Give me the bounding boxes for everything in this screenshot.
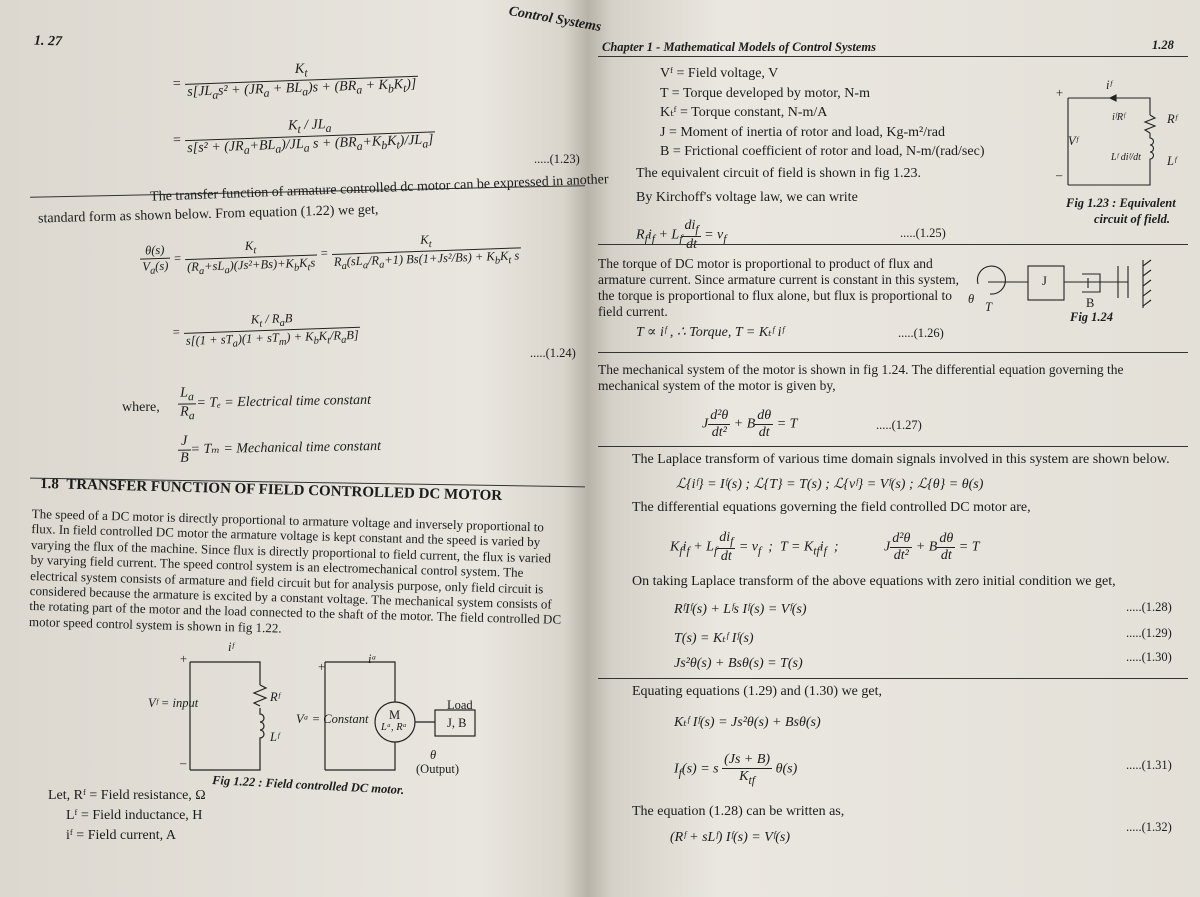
def-ktf: Kₜᶠ = Torque constant, N-m/A (660, 105, 828, 120)
eq-number-1-24: .....(1.24) (530, 346, 576, 360)
equation-armature-1: = $K_t$ $s[JL_as^2 + (JR_a + BL_a)s + (BR_a + K_bK_t)]$ (171, 58, 418, 103)
right-page-number: 1.28 (1152, 38, 1174, 52)
wire (325, 662, 395, 702)
mechanical-time-constant: $\frac{J}{B}$ = Tₘ = Mechanical time constant (178, 430, 382, 467)
chapter-header: Chapter 1 - Mathematical Models of Control Systems (602, 40, 876, 54)
on-taking-text: On taking Laplace transform of the above equations with zero initial condition we get, (632, 574, 1116, 589)
section-heading (40, 476, 502, 505)
fig124-t: T (985, 300, 992, 314)
equating-text: Equating equations (1.29) and (1.30) we get, (632, 684, 882, 699)
fig122-load-label: Load (447, 698, 473, 712)
damper-symbol (1082, 274, 1100, 292)
fig122-vf-input: Vᶠ = input (148, 696, 199, 710)
laplace-transforms: ℒ{iᶠ} = Iᶠ(s) ; ℒ{T} = T(s) ; ℒ{vᶠ} = Vᶠ(s) ; ℒ{θ} = θ(s) (676, 477, 984, 492)
def-j: J = Moment of inertia of rotor and load, Kg-m²/rad (660, 124, 946, 140)
equation-1-29: T(s) = Kₜᶠ Iᶠ(s) (674, 631, 754, 646)
fig122-theta: θ (430, 748, 437, 762)
def-vf: Vᶠ = Field voltage, V (660, 66, 779, 81)
fig-1-22-caption: Fig 1.22 : Field controlled DC motor. (211, 772, 405, 798)
eq-number-1-30: .....(1.30) (1126, 650, 1172, 664)
eq-number-1-23: .....(1.23) (534, 152, 580, 166)
equiv-circuit-text: The equivalent circuit of field is shown in fig 1.23. (636, 166, 921, 181)
equation-1-25: $R_fi_f + L_f$ $\frac{di_f}{dt}$ = $v_f$ (636, 218, 727, 252)
equation-1-26: T ∝ iᶠ , ∴ Torque, T = Kₜᶠ iᶠ (636, 325, 784, 340)
fig-1-24-caption: Fig 1.24 (1070, 310, 1114, 324)
fig123-lf: Lᶠ (1167, 154, 1177, 168)
wire (1068, 98, 1150, 115)
fig123-vf: Vᶠ (1068, 134, 1078, 148)
eq-number-1-25: .....(1.25) (900, 226, 946, 240)
field-resistor-symbol (254, 685, 266, 706)
fig122-plus-1: + (180, 652, 188, 666)
running-head: Control Systems (507, 3, 603, 36)
electrical-time-constant: $\frac{L_a}{R_a}$ = Tₑ = Electrical time constant (178, 382, 372, 422)
fig-1-24-mechanical (968, 256, 1193, 316)
fig122-load-jb: J, B (447, 716, 467, 730)
resistor-symbol (1145, 115, 1155, 133)
fig123-plus: + (1056, 86, 1064, 100)
rule (598, 352, 1188, 353)
fig122-ia: iᵃ (368, 652, 377, 666)
fig124-b: B (1086, 296, 1095, 310)
equation-1-32: (Rᶠ + sLᶠ) Iᶠ(s) = Vᶠ(s) (670, 830, 790, 845)
fig124-theta: θ (968, 292, 975, 306)
eq-number-1-29: .....(1.29) (1126, 626, 1172, 640)
let-rf: Let, Rᶠ = Field resistance, Ω (48, 788, 206, 803)
fig123-minus: – (1056, 168, 1063, 182)
fig-1-23-caption-1: Fig 1.23 : Equivalent (1066, 196, 1176, 210)
eq-number-1-27: .....(1.27) (876, 418, 922, 432)
current-arrow (1110, 95, 1116, 101)
rule (598, 446, 1188, 447)
equation-time-constants: = $K_t / R_aB$ $s[(1 + sT_a)(1 + sT_m) + K_bK_t/R_aB]$ (171, 309, 361, 352)
fig122-output: (Output) (416, 762, 460, 776)
right-page (590, 0, 1200, 897)
mechanical-paragraph: The mechanical system of the motor is shown in fig 1.24. The differential equation governing the mechanical system of the motor is given by, (598, 362, 1124, 393)
left-page-number: 1. 27 (33, 33, 63, 50)
section-number: 1.8 (39, 475, 60, 493)
equation-theta-va: $\frac{\theta(s)}{V_a(s)}$ = $\frac{K_t}{(R_a+sL_a)(Js^2+Bs)+K_bK_ts}$ = $K_t$ $R_a(sL_a/R_a+1) Bs(1+Js^2/Bs) + K_bK_t$ s (139, 229, 521, 278)
field-equations: $K_fi_f + L_f$ $\frac{di_f}{dt}$ = $v_f$ ; $T = K_{tf}i_f$ ; J $\frac{\text{d²θ}}{\text{dt²}}$ + B $\frac{d\theta}{dt}$ = T (670, 530, 980, 564)
fig123-if: iᶠ (1106, 78, 1112, 92)
eq-128-can-text: The equation (1.28) can be written as, (632, 804, 845, 819)
fig-1-23-caption-2: circuit of field. (1094, 212, 1171, 226)
damper-rod (1100, 266, 1128, 298)
field-inductor-symbol (260, 708, 264, 750)
equation-1-27: J $\frac{\text{d²θ}}{\text{dt²}}$ + B $\frac{d\theta}{dt}$ = T (702, 408, 798, 440)
wire (325, 742, 395, 770)
eq-number-1-26: .....(1.26) (898, 326, 944, 340)
symbol-definitions (660, 64, 1040, 162)
diff-eq-text: The differential equations governing the field controlled DC motor are, (632, 500, 1031, 515)
kirchhoff-text: By Kirchoff's voltage law, we can write (636, 190, 858, 205)
fig123-irf: iᶠRᶠ (1112, 112, 1125, 123)
fig122-minus-1: – (180, 756, 187, 770)
wall-hatching (1143, 260, 1151, 308)
rule (598, 678, 1188, 679)
torque-arrow (977, 266, 1005, 294)
fig122-motor-m: M (389, 708, 401, 722)
fig122-vf-constant: Vᵃ = Constant (296, 712, 369, 726)
equation-1-30: Js²θ(s) + Bsθ(s) = T(s) (674, 656, 803, 671)
equation-armature-2: = $K_t / JL_a$ $s[s^2 + (JR_a+BL_a)/JL_a$ $s + (BR_a+K_bK_t)/JL_a$] (171, 113, 435, 159)
equation-1-28: RᶠIᶠ(s) + Lᶠs Iᶠ(s) = Vᶠ(s) (674, 602, 807, 617)
fig122-motor-lara: Lᵃ, Rᵃ (381, 722, 407, 733)
equation-ktf: Kₜᶠ Iᶠ(s) = Js²θ(s) + Bsθ(s) (674, 715, 821, 730)
rule (598, 244, 1188, 245)
wire (190, 750, 260, 770)
section-title: TRANSFER FUNCTION OF FIELD CONTROLLED DC MOTOR (66, 476, 503, 505)
inductor-symbol (1150, 133, 1154, 170)
fig122-rf: Rᶠ (270, 690, 280, 704)
fig123-lfdidt: Lᶠ diᶠ/dt (1111, 152, 1141, 163)
let-if: iᶠ = Field current, A (66, 828, 176, 843)
eq-number-1-31: .....(1.31) (1126, 758, 1172, 772)
fig124-j: J (1042, 274, 1047, 288)
where-label: where, (122, 400, 160, 415)
fig122-lf: Lᶠ (270, 730, 280, 744)
let-lf: Lᶠ = Field inductance, H (66, 808, 203, 823)
fig122-plus-2: + (318, 660, 326, 674)
rule (598, 56, 1188, 57)
wire (190, 662, 260, 685)
fig122-if: iᶠ (228, 640, 234, 654)
torque-paragraph: The torque of DC motor is proportional to product of flux and armature current. Since armature current is constant in this system, the torque is proportional to flux alone, but flux is proportional to field current. (598, 256, 960, 319)
eq-number-1-32: .....(1.32) (1126, 820, 1172, 834)
def-b: B = Frictional coefficient of rotor and load, N-m/(rad/sec) (660, 144, 985, 159)
wire (1068, 170, 1150, 185)
equation-1-31: $I_f(s) = s$ $\frac{(Js + B)}{K_{tf}}$ θ(s) (674, 752, 798, 787)
laplace-intro: The Laplace transform of various time domain signals involved in this system are shown below. (632, 452, 1170, 467)
eq-number-1-28: .....(1.28) (1126, 600, 1172, 614)
intro-line-2: standard form as shown below. From equation (1.22) we get, (37, 202, 379, 227)
section-paragraph: The speed of a DC motor is directly proportional to armature voltage and inversely proportional to flux. In field controlled DC motor the armature voltage is kept constant and the speed is varied by varying the flux of the machine. Since flux is directly proportional to field current, the flux is varied by varying field current. The speed control system is an electromechanical control system. The electrical system consists of armature and field circuit but for analysis purpose, only field circuit is considered because the armature is excited by a constant voltage. The mechanical system consists of the rotating part of the motor and the load connected to the shaft of the motor. The field controlled DC motor speed control system is shown in fig 1.22. (28, 506, 562, 636)
def-t: T = Torque developed by motor, N-m (660, 85, 870, 101)
intro-line-1: The transfer function of armature controlled dc motor can be expressed in another (149, 172, 609, 205)
fig123-rf: Rᶠ (1167, 112, 1177, 126)
